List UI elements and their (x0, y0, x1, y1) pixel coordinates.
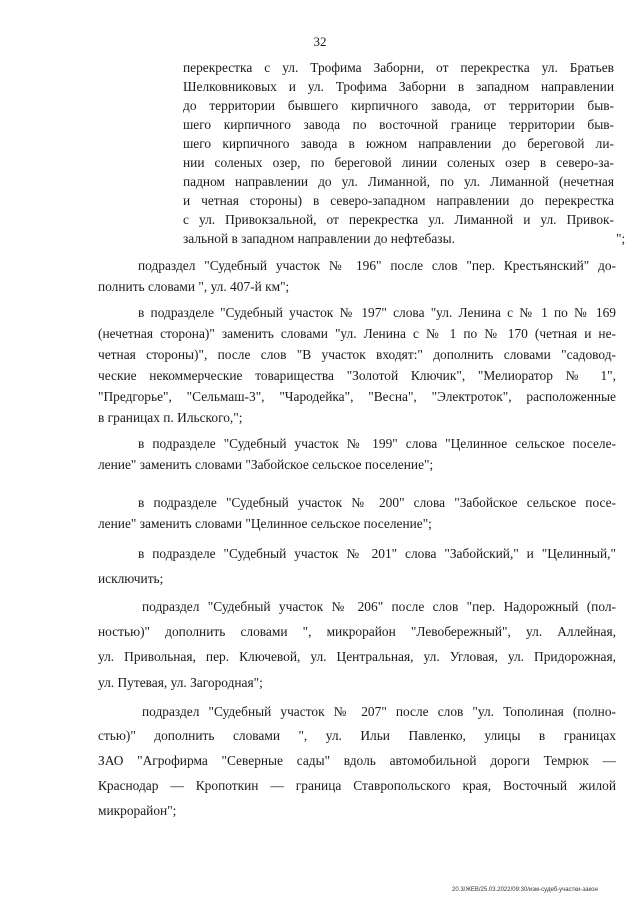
paragraph-line: ление" заменить словами "Целинное сельское поселение"; (98, 516, 432, 531)
intro-line: до территории бывшего кирпичного завода, от территории быв- (183, 98, 614, 113)
paragraph-line: полнить словами ", ул. 407-й км"; (98, 279, 290, 294)
intro-line: шего кирпичного завода в южном направлении до береговой ли- (183, 136, 614, 151)
paragraph-line: ностью)" дополнить словами ", микрорайон "Левобережный", ул. Аллейная, (98, 624, 616, 639)
document-footer-code: 20.3/ЖЕВ/25.03.2022/09:30/изм-судеб-участки-закон (452, 887, 598, 893)
paragraph-line: ЗАО "Агрофирма "Северные сады" вдоль автомобильной дороги Темрюк — (98, 753, 616, 768)
page-number: 32 (313, 34, 327, 49)
intro-line: перекрестка с ул. Трофима Заборни, от перекрестка ул. Братьев (183, 60, 614, 75)
closing-quote: "; (616, 231, 626, 246)
paragraph-line: ческие некоммерческие товарищества "Золотой Ключик", "Мелиоратор № 1", (98, 368, 616, 383)
paragraph-line: стью)" дополнить словами ", ул. Ильи Павленко, улицы в границах (98, 728, 616, 743)
paragraph-line: Краснодар — Кропоткин — граница Ставропольского края, Восточный жилой (98, 778, 616, 793)
paragraph-line: в подразделе "Судебный участок № 201" слова "Забойский," и "Целинный," (138, 546, 616, 561)
intro-line: зальной в западном направлении до нефтебазы. (183, 231, 455, 246)
paragraph-line: в границах п. Ильского,"; (98, 410, 243, 425)
paragraph-line: "Предгорье", "Сельмаш-3", "Чародейка", "Весна", "Электроток", расположенные (98, 389, 616, 404)
intro-line: падном направлении до ул. Лиманной, по ул. Лиманной (нечетная (183, 174, 614, 189)
paragraph-line: ление" заменить словами "Забойское сельское поселение"; (98, 457, 434, 472)
paragraph-line: четная стороны)", после слов "В участок входят:" дополнить словами "садовод- (98, 347, 616, 362)
paragraph-line: в подразделе "Судебный участок № 200" слова "Забойское сельское посе- (138, 495, 616, 510)
paragraph-line: в подразделе "Судебный участок № 197" слова "ул. Ленина с № 1 по № 169 (138, 305, 616, 320)
intro-line: Шелковниковых и ул. Трофима Заборни в западном направлении (183, 79, 614, 94)
paragraph-line: подраздел "Судебный участок № 207" после слов "ул. Тополиная (полно- (142, 704, 616, 719)
paragraph-line: (нечетная сторона)" заменить словами "ул. Ленина с № 1 по № 170 (четная и не- (98, 326, 616, 341)
paragraph-line: в подразделе "Судебный участок № 199" слова "Целинное сельское поселе- (138, 436, 616, 451)
intro-line: шего кирпичного завода по восточной границе территории быв- (183, 117, 614, 132)
paragraph-line: исключить; (98, 571, 164, 586)
paragraph-line: подраздел "Судебный участок № 206" после слов "пер. Надорожный (пол- (142, 599, 616, 614)
paragraph-line: ул. Привольная, пер. Ключевой, ул. Центральная, ул. Угловая, ул. Придорожная, (98, 649, 616, 664)
paragraph-line: ул. Путевая, ул. Загородная"; (98, 675, 263, 690)
intro-line: и четная стороны) в северо-западном направлении до перекрестка (183, 193, 614, 208)
paragraph-line: микрорайон"; (98, 803, 177, 818)
intro-line: с ул. Привокзальной, от перекрестка ул. Лиманной и ул. Привок- (183, 212, 614, 227)
paragraph-line: подраздел "Судебный участок № 196" после слов "пер. Крестьянский" до- (138, 258, 616, 273)
intro-line: нии соленых озер, по береговой линии соленых озер в северо-за- (183, 155, 614, 170)
